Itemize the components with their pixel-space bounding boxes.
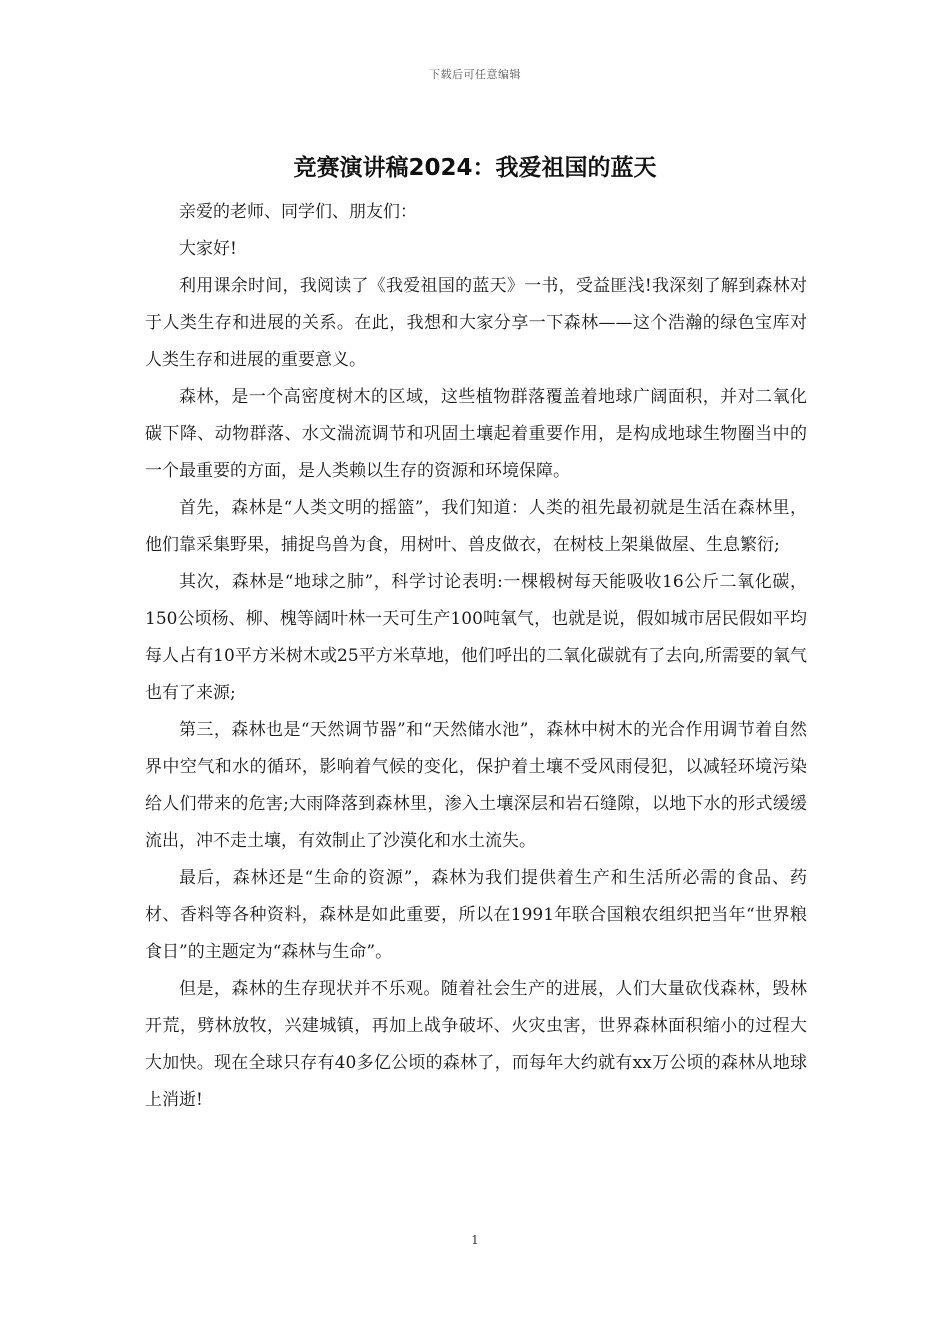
body-paragraph: 其次，森林是“地球之肺”，科学讨论表明:一棵椴树每天能吸收16公斤二氧化碳，150公顷杨、柳、槐等阔叶林一天可生产100吨氧气，也就是说，假如城市居民假如平均每人占有10平方米树木或25平方米草地，他们呼出的二氧化碳就有了去向,所需要的氧气也有了来源; [145, 572, 807, 703]
body-paragraph: 首先，森林是“人类文明的摇篮”，我们知道：人类的祖先最初就是生活在森林里，他们靠采集野果，捕捉鸟兽为食，用树叶、兽皮做衣，在树枝上架巢做屋、生息繁衍; [145, 498, 807, 555]
document-body [145, 194, 807, 1119]
body-paragraph: 但是，森林的生存现状并不乐观。随着社会生产的进展，人们大量砍伐森林，毁林开荒，劈林放牧，兴建城镇，再加上战争破坏、火灾虫害，世界森林面积缩小的过程大大加快。现在全球只存有40多亿公顷的森林了，而每年大约就有xx万公顷的森林从地球上消逝! [145, 979, 807, 1110]
body-paragraph: 森林，是一个高密度树木的区域，这些植物群落覆盖着地球广阔面积，并对二氧化碳下降、动物群落、水文湍流调节和巩固土壤起着重要作用，是构成地球生物圈当中的一个最重要的方面，是人类赖以生存的资源和环境保障。 [145, 387, 807, 481]
body-paragraph: 最后，森林还是“生命的资源”，森林为我们提供着生产和生活所必需的食品、药材、香料等各种资料，森林是如此重要，所以在1991年联合国粮农组织把当年“世界粮食日”的主题定为“森林与生命”。 [145, 868, 807, 962]
greeting-paragraph: 大家好! [179, 239, 237, 259]
page-number: 1 [471, 1233, 479, 1247]
salutation-paragraph: 亲爱的老师、同学们、朋友们： [179, 202, 417, 222]
body-paragraph: 第三，森林也是“天然调节器”和“天然储水池”，森林中树木的光合作用调节着自然界中空气和水的循环，影响着气候的变化，保护着土壤不受风雨侵犯，以减轻环境污染给人们带来的危害;大雨降落到森林里，渗入土壤深层和岩石缝隙，以地下水的形式缓缓流出，冲不走土壤，有效制止了沙漠化和水土流失。 [145, 720, 807, 851]
page-header: 下载后可任意编辑 [429, 68, 521, 81]
document-title: 竞赛演讲稿2024：我爱祖国的蓝天 [293, 155, 657, 181]
body-paragraph: 利用课余时间，我阅读了《我爱祖国的蓝天》一书，受益匪浅!我深刻了解到森林对于人类生存和进展的关系。在此，我想和大家分享一下森林——这个浩瀚的绿色宝库对人类生存和进展的重要意义。 [145, 276, 807, 370]
